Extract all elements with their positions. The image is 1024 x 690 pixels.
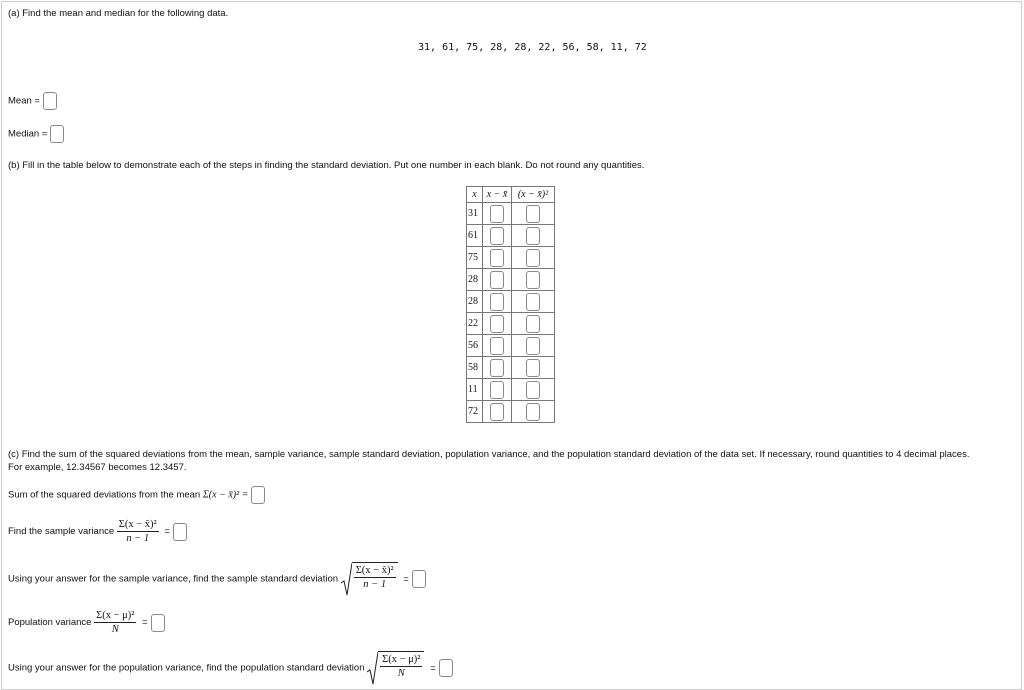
x-value: 11 xyxy=(467,379,483,401)
table-row xyxy=(467,291,555,313)
deviation-cell xyxy=(483,401,512,423)
square-root xyxy=(367,651,424,685)
squared-deviation-cell xyxy=(512,357,555,379)
deviation-input[interactable] xyxy=(490,381,504,399)
squared-deviation-cell xyxy=(512,379,555,401)
fraction-denominator: n − 1 xyxy=(126,533,150,544)
deviation-input[interactable] xyxy=(490,403,504,421)
squared-deviation-input[interactable] xyxy=(526,249,540,267)
sample-sd-fraction xyxy=(354,565,396,590)
squared-deviation-input[interactable] xyxy=(526,337,540,355)
squared-deviation-input[interactable] xyxy=(526,227,540,245)
pop-sd-input[interactable] xyxy=(439,659,453,677)
pop-variance-row xyxy=(8,610,165,635)
table-row xyxy=(467,313,555,335)
deviation-cell xyxy=(483,291,512,313)
squared-deviation-cell xyxy=(512,203,555,225)
sample-variance-label: Find the sample variance xyxy=(8,526,115,537)
pop-variance-input[interactable] xyxy=(151,614,165,632)
squared-deviation-cell xyxy=(512,247,555,269)
x-value: 58 xyxy=(467,357,483,379)
median-input[interactable] xyxy=(50,125,64,143)
table-row xyxy=(467,225,555,247)
squared-deviation-input[interactable] xyxy=(526,359,540,377)
x-value: 72 xyxy=(467,401,483,423)
pop-variance-label: Population variance xyxy=(8,617,92,628)
table-row xyxy=(467,269,555,291)
squared-deviation-input[interactable] xyxy=(526,293,540,311)
sample-sd-input[interactable] xyxy=(412,570,426,588)
squared-deviation-cell xyxy=(512,291,555,313)
squared-deviation-cell xyxy=(512,401,555,423)
fraction-denominator: n − 1 xyxy=(363,579,387,590)
mean-label: Mean = xyxy=(8,95,40,107)
x-value: 28 xyxy=(467,269,483,291)
deviation-cell xyxy=(483,269,512,291)
fraction-denominator: N xyxy=(397,668,405,679)
deviation-cell xyxy=(483,225,512,247)
squared-deviation-input[interactable] xyxy=(526,403,540,421)
table-header-row xyxy=(467,187,555,203)
deviation-input[interactable] xyxy=(490,205,504,223)
deviation-input[interactable] xyxy=(490,359,504,377)
pop-sd-label: Using your answer for the population variance, find the population standard deviation xyxy=(8,662,365,674)
header-deviation: x − x̄ xyxy=(483,187,512,203)
equals-sign: = xyxy=(164,526,170,537)
x-value: 61 xyxy=(467,225,483,247)
squared-deviation-input[interactable] xyxy=(526,315,540,333)
deviation-cell xyxy=(483,335,512,357)
sum-squares-formula: Σ(x − x̄)² = xyxy=(202,489,249,501)
deviation-input[interactable] xyxy=(490,293,504,311)
table-row xyxy=(467,379,555,401)
deviation-input[interactable] xyxy=(490,249,504,267)
data-values: 31, 61, 75, 28, 28, 22, 56, 58, 11, 72 xyxy=(418,42,647,53)
part-b-instruction: (b) Fill in the table below to demonstrate each of the steps in finding the standard deviation. Put one number in each blank. Do not round any quantities. xyxy=(8,160,645,171)
sample-sd-row xyxy=(8,562,426,596)
fraction-numerator: Σ(x − μ)² xyxy=(382,654,421,665)
sum-squares-label: Sum of the squared deviations from the mean xyxy=(8,489,201,501)
squared-deviation-input[interactable] xyxy=(526,271,540,289)
equals-sign: = xyxy=(430,662,436,674)
table-row xyxy=(467,401,555,423)
part-a-instruction: (a) Find the mean and median for the following data. xyxy=(8,8,229,19)
sample-sd-label: Using your answer for the sample variance, find the sample standard deviation xyxy=(8,573,339,585)
deviation-cell xyxy=(483,313,512,335)
square-root xyxy=(341,562,398,596)
squared-deviation-input[interactable] xyxy=(526,381,540,399)
sample-variance-fraction xyxy=(117,519,159,544)
pop-sd-row xyxy=(8,651,453,685)
table-row xyxy=(467,335,555,357)
squared-deviation-cell xyxy=(512,269,555,291)
header-x: x xyxy=(467,187,483,203)
squared-deviation-input[interactable] xyxy=(526,205,540,223)
table-row xyxy=(467,203,555,225)
equals-sign: = xyxy=(403,573,409,585)
median-label: Median = xyxy=(8,128,48,140)
deviation-cell xyxy=(483,203,512,225)
table-row xyxy=(467,357,555,379)
x-value: 22 xyxy=(467,313,483,335)
sample-variance-row xyxy=(8,519,187,544)
deviation-cell xyxy=(483,357,512,379)
median-row xyxy=(8,125,64,143)
sum-squares-row xyxy=(8,486,265,504)
part-c-instruction-line2: For example, 12.34567 becomes 12.3457. xyxy=(8,462,187,473)
header-squared-deviation: (x − x̄)² xyxy=(512,187,555,203)
deviation-input[interactable] xyxy=(490,271,504,289)
fraction-numerator: Σ(x − μ)² xyxy=(96,610,135,621)
pop-sd-fraction xyxy=(380,654,422,679)
table-row xyxy=(467,247,555,269)
fraction-numerator: Σ(x − x̄)² xyxy=(118,519,157,530)
radical-sign-icon xyxy=(341,562,352,596)
deviation-input[interactable] xyxy=(490,315,504,333)
x-value: 31 xyxy=(467,203,483,225)
sum-squares-input[interactable] xyxy=(251,486,265,504)
x-value: 75 xyxy=(467,247,483,269)
fraction-denominator: N xyxy=(111,624,119,635)
deviation-input[interactable] xyxy=(490,337,504,355)
x-value: 28 xyxy=(467,291,483,313)
deviation-table xyxy=(466,186,555,423)
x-value: 56 xyxy=(467,335,483,357)
mean-row xyxy=(8,92,57,110)
mean-input[interactable] xyxy=(43,92,57,110)
sample-variance-input[interactable] xyxy=(173,523,187,541)
deviation-cell xyxy=(483,247,512,269)
radical-sign-icon xyxy=(367,651,378,685)
part-c-instruction-line1: (c) Find the sum of the squared deviations from the mean, sample variance, sample standard deviation, population variance, and the population standard deviation of the data set. If necessary, round quantities to 4 decimal places. xyxy=(8,449,970,460)
deviation-cell xyxy=(483,379,512,401)
pop-variance-fraction xyxy=(94,610,136,635)
squared-deviation-cell xyxy=(512,225,555,247)
fraction-numerator: Σ(x − x̄)² xyxy=(355,565,394,576)
squared-deviation-cell xyxy=(512,335,555,357)
squared-deviation-cell xyxy=(512,313,555,335)
deviation-input[interactable] xyxy=(490,227,504,245)
equals-sign: = xyxy=(142,617,148,628)
